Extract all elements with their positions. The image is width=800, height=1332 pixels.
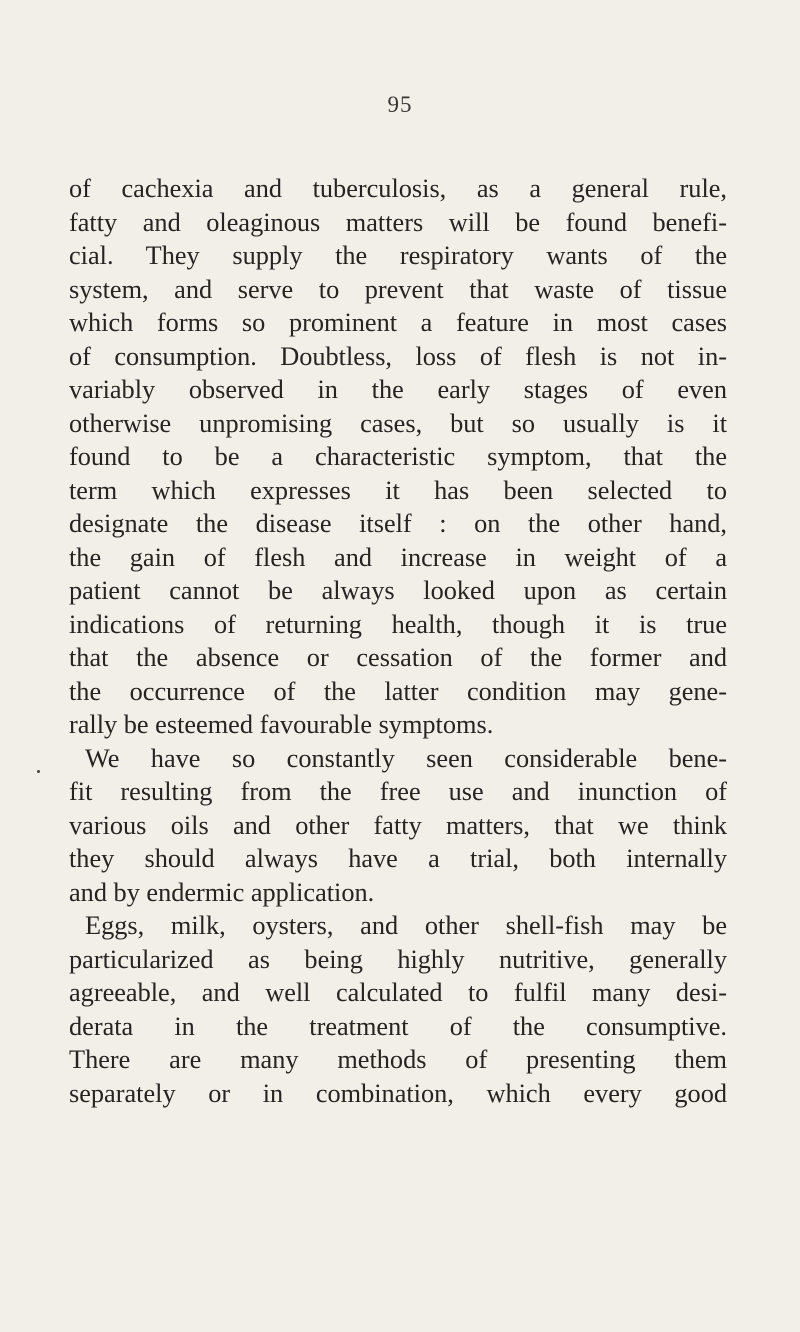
- text-line: fit resulting from the free use and inunction of: [69, 777, 727, 806]
- text-line: the occurrence of the latter condition may gene-: [69, 676, 727, 706]
- paragraph: [69, 742, 727, 910]
- text-line: of consumption. Doubtless, loss of flesh is not in-: [69, 341, 727, 371]
- text-line: and by endermic application.: [69, 877, 375, 907]
- text-line: particularized as being highly nutritive, generally: [69, 944, 727, 974]
- paragraph: [69, 909, 727, 1110]
- text-line: agreeable, and well calculated to fulfil many desi-: [69, 978, 727, 1007]
- text-line: system, and serve to prevent that waste of tissue: [69, 274, 727, 304]
- text-line: patient cannot be always looked upon as certain: [69, 576, 727, 605]
- text-line: derata in the treatment of the consumptive.: [69, 1011, 727, 1041]
- text-line: rally be esteemed favourable symptoms.: [69, 710, 494, 739]
- text-line: designate the disease itself : on the other hand,: [69, 509, 727, 538]
- text-line: indications of returning health, though it is true: [69, 609, 727, 639]
- text-line: they should always have a trial, both internally: [69, 844, 727, 873]
- page-number: 95: [387, 92, 413, 117]
- text-line: cial. They supply the respiratory wants of the: [69, 241, 727, 270]
- text-line: There are many methods of presenting them: [69, 1045, 727, 1074]
- text-line: that the absence or cessation of the former and: [69, 643, 727, 672]
- text-line: found to be a characteristic symptom, that the: [69, 442, 727, 471]
- text-line: We have so constantly seen considerable bene-: [85, 743, 727, 773]
- text-line: fatty and oleaginous matters will be found benefi-: [69, 207, 727, 237]
- paragraph: [69, 172, 727, 742]
- text-line: which forms so prominent a feature in most cases: [69, 308, 727, 337]
- margin-mark: [37, 770, 40, 773]
- text-line: variably observed in the early stages of even: [69, 375, 727, 404]
- text-line: of cachexia and tuberculosis, as a general rule,: [69, 174, 727, 203]
- text-line: term which expresses it has been selected to: [69, 475, 727, 505]
- text-line: various oils and other fatty matters, that we think: [69, 810, 727, 840]
- text-line: Eggs, milk, oysters, and other shell-fish may be: [85, 911, 727, 940]
- text-line: otherwise unpromising cases, but so usually is it: [69, 408, 727, 438]
- body-text: [69, 172, 727, 1110]
- text-line: separately or in combination, which every good: [69, 1078, 727, 1108]
- text-line: the gain of flesh and increase in weight of a: [69, 542, 727, 572]
